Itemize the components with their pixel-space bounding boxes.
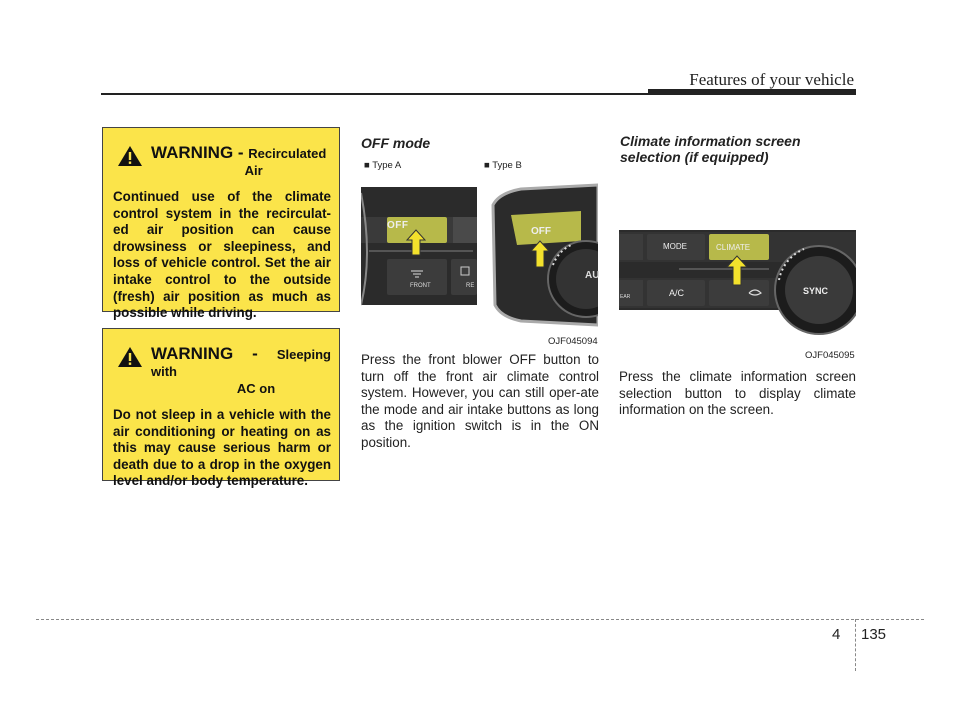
climate-button-label: CLIMATE — [716, 243, 751, 252]
warning-subject: Recirculated — [248, 146, 327, 161]
footer-divider — [855, 619, 856, 671]
header-title: Features of your vehicle — [689, 70, 854, 89]
sync-label: SYNC — [803, 286, 829, 296]
warning-subject-cont: AC on — [236, 381, 276, 396]
figure-type-a-climate-panel — [361, 175, 477, 346]
warning-triangle-icon — [117, 145, 143, 167]
front-label: FRONT — [410, 283, 431, 289]
off-button-label-b: OFF — [531, 226, 551, 237]
page-number: 135 — [861, 626, 887, 643]
section-title-off-mode: OFF mode — [361, 135, 431, 151]
warning-triangle-icon — [117, 346, 143, 368]
off-button-label-a: OFF — [387, 220, 409, 231]
warning-box-recirculated-air — [102, 127, 340, 321]
warning-body: Continued use of the climate control system in the recirculat-ed air position can cause drowsiness or sleepiness, and loss of vehicle control. Set the air intake control to the outside (fresh) air position as much as possible while driving. — [113, 189, 331, 321]
climate-title-line1: Climate information screen — [620, 133, 801, 149]
off-mode-body: Press the front blower OFF button to turn off the front air climate control system. However, you can still oper-ate the mode and air intake buttons as long as the ignition switch is in the ON position. — [361, 352, 599, 450]
mode-button-label: MODE — [663, 242, 687, 251]
figure-type-b-climate-panel — [481, 175, 598, 346]
type-a-label: ■ Type A — [364, 160, 402, 171]
auto-label: AU — [585, 270, 600, 281]
climate-title-line2: selection (if equipped) — [620, 149, 769, 165]
chapter-number: 4 — [832, 626, 841, 643]
warning-label: WARNING - — [151, 344, 277, 363]
figure-code: OJF045094 — [548, 336, 598, 347]
section-title-climate-info — [620, 133, 801, 165]
warning-box-sleeping-ac — [102, 328, 340, 489]
figure-climate-panel — [619, 175, 856, 362]
type-b-label: ■ Type B — [484, 160, 522, 171]
rear-label: EAR — [620, 294, 631, 300]
warning-body: Do not sleep in a vehicle with the air conditioning or heating on as this may cause serious harm or death due to a drop in the oxygen level and/or body temperature. — [113, 407, 331, 489]
figure-code: OJF045095 — [805, 350, 855, 361]
warning-heading — [117, 345, 331, 397]
warning-subject: Sleeping with — [151, 347, 331, 379]
climate-info-body: Press the climate information screen selection button to display climate information on the screen. — [619, 369, 856, 418]
re-label: RE — [466, 283, 475, 289]
ac-button-label: A/C — [669, 288, 685, 298]
warning-heading — [117, 144, 331, 179]
warning-label: WARNING - — [151, 143, 249, 162]
warning-subject-cont: Air — [244, 163, 263, 178]
footer-rule — [36, 619, 924, 620]
header-rule-accent — [648, 89, 856, 95]
